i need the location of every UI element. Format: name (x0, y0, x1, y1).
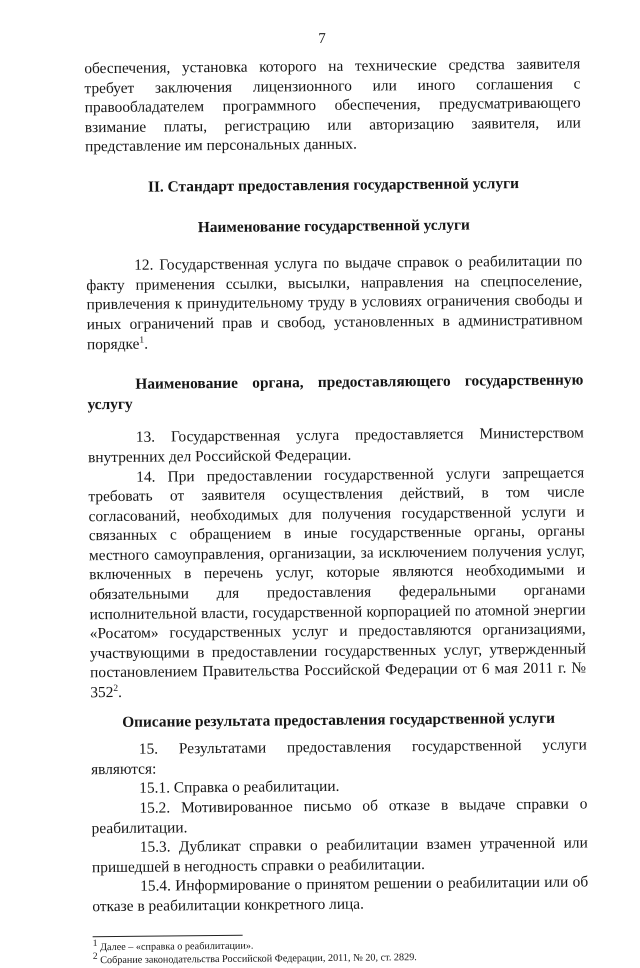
paragraph-14: 14. При предоставлении государственной услуги запрещается требовать от заявителя осуществления действий, в том числе согласований, необходимых для получения государственной услуги и связанных с обращением в иные государственные органы, органы местного самоуправления, организации, за исключением получения услуг, включенных в перечень услуг, которые являются необходимыми и обязательными для предоставления федеральными органами исполнительной власти, государственной корпорацией по атомной энергии «Росатом» государственных услуг и предоставляются организациями, участвующими в предоставлении государственных услуг, утвержденный постановлением Правительства Российской Федерации от 6 мая 2011 г. № $352^2$. (88, 463, 587, 702)
section-title: II. Стандарт предоставления государственной услуги (147, 175, 520, 196)
paragraph-14-text: 14. При предоставлении государственной услуги запрещается требовать от заявителя осуществления действий, в том числе согласований, необходимых для получения государственной услуги и связанных с обращением в иные государственные органы, органы местного самоуправления, организации, за исключением получения услуг, включенных в перечень услуг, которые являются необходимыми и обязательными для предоставления федеральными органами исполнительной власти, государственной корпорацией по атомной энергии «Росатом» государственных услуг и предоставляются организациями, участвующими в предоставлении государственных услуг, утвержденный постановлением Правительства Российской Федерации от 6 мая 2011 г. № 352 (88, 463, 587, 702)
footnote-separator (93, 934, 243, 936)
intro-paragraph: обеспечения, установка которого на технические средства заявителя требует заключения лицензионного или иного соглашения с правообладателем программного обеспечения, предусматривающего взимание платы, регистрацию или авторизацию заявителя, или представление им персональных данных. (84, 55, 581, 156)
footnote-ref-1: 1 (139, 335, 145, 346)
paragraph-15-4: 15.4. Информирование о принятом решении о реабилитации или об отказе в реабилитации конкретного лица. (92, 873, 589, 916)
subheading-result: Описание результата предоставления государственной услуги (122, 709, 556, 731)
paragraph-12-text: 12. Государственная услуга по выдаче справок о реабилитации по факту применения ссылки, высылки, направления на спецпоселение, привлечения к принудительному труду в условиях ограничения свободы и иных ограничений прав и свобод, установленных в административном порядке (86, 252, 583, 353)
paragraph-13: 13. Государственная услуга предоставляется Министерством внутренних дел Российской Федерации. (87, 424, 584, 467)
footnote-1-text: Далее – «справка о реабилитации». (99, 940, 254, 953)
paragraph-15-3: 15.3. Дубликат справки о реабилитации взамен утраченной или пришедшей в негодность справки о реабилитации. (91, 834, 588, 876)
paragraph-12: 12. Государственная услуга по выдаче справок о реабилитации по факту применения ссылки, высылки, направления на спецпоселение, привлечения к принудительному труду в условиях ограничения свободы и иных ограничений прав и свобод, установленных в административном порядке$^1$. (86, 252, 583, 353)
subheading-service-name: Наименование государственной услуги (197, 216, 470, 236)
footnote-ref-2: 2 (113, 683, 119, 694)
paragraph-15-1: 15.1. Справка о реабилитации. (139, 778, 340, 798)
footnote-2-text: Собрание законодательства Российской Федерации, 2011, № 20, ст. 2829. (100, 951, 417, 966)
page-number: 7 (318, 30, 326, 47)
paragraph-15: 15. Результатами предоставления государственной услуги являются: (90, 736, 587, 779)
footnote-1-mark: 1 (92, 938, 98, 949)
footnote-2-mark: 2 (92, 951, 98, 962)
paragraph-15-2: 15.2. Мотивированное письмо об отказе в выдаче справки о реабилитации. (91, 795, 588, 837)
subheading-authority: Наименование органа, предоставляющего государственную услугу (87, 371, 584, 413)
